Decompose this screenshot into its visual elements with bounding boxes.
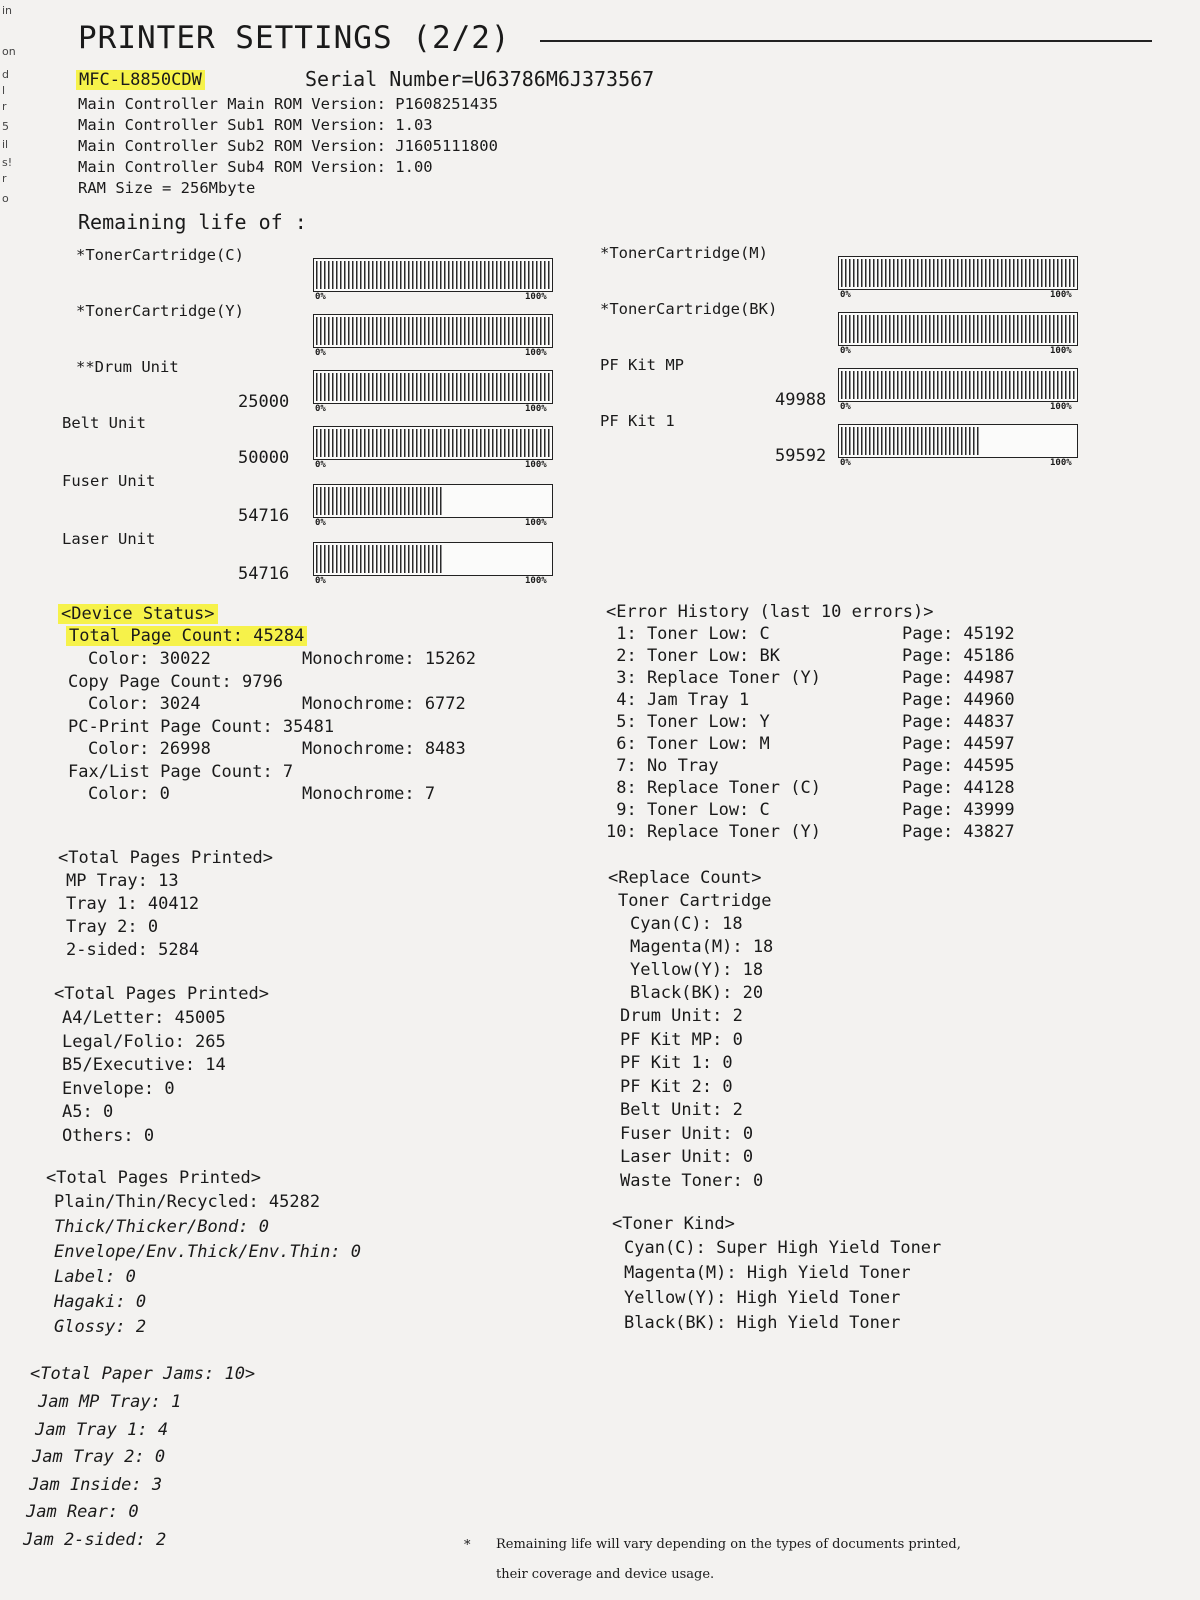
error-entry: 6: Toner Low: M [606,734,770,754]
margin-fragment: il [2,138,9,151]
gauge-tick-min: 0% [840,346,851,356]
error-page: Page: 43827 [902,822,1015,842]
margin-fragment: l [2,84,6,97]
margin-fragment: d [2,68,9,81]
toner-kind-title: <Toner Kind> [612,1214,735,1234]
gauge-tick-min: 0% [315,576,326,586]
life-gauge-bar [838,256,1078,290]
size-pages-item: Others: 0 [62,1125,155,1146]
error-entry: 10: Replace Toner (Y) [606,822,821,842]
toner-replace-item: Cyan(C): 18 [630,914,743,934]
toner-replace-item: Black(BK): 20 [630,983,764,1003]
error-entry: 4: Jam Tray 1 [606,690,750,710]
margin-fragment: on [2,45,16,58]
life-gauge-bar [838,368,1078,402]
remaining-life-title: Remaining life of : [78,210,307,234]
device-status-mono: Monochrome: 6772 [302,694,466,714]
error-entry: 5: Toner Low: Y [606,712,770,732]
error-page: Page: 44837 [902,712,1015,732]
toner-kind-item: Black(BK): High Yield Toner [624,1313,901,1333]
gauge-label: PF Kit MP [600,356,684,374]
toner-kind-item: Yellow(Y): High Yield Toner [624,1288,901,1308]
device-status-label: PC-Print Page Count: 35481 [68,716,335,737]
gauge-label: Laser Unit [62,530,156,548]
media-pages-item: Plain/Thin/Recycled: 45282 [54,1192,321,1212]
margin-fragment: 5 [2,120,9,133]
media-pages-item: Envelope/Env.Thick/Env.Thin: 0 [54,1242,362,1262]
tray-pages-item: 2-sided: 5284 [66,940,200,960]
gauge-tick-max: 100% [525,576,547,586]
media-pages-title: <Total Pages Printed> [46,1168,261,1188]
media-pages-item: Hagaki: 0 [54,1292,147,1312]
total-page-count: Total Page Count: 45284 [66,626,307,646]
gauge-label: PF Kit 1 [600,412,675,430]
toner-replace-item: Magenta(M): 18 [630,937,774,957]
rom-line: Main Controller Sub1 ROM Version: 1.03 [78,116,433,134]
toner-replace-item: Yellow(Y): 18 [630,960,764,980]
gauge-tick-min: 0% [840,402,851,412]
error-entry: 7: No Tray [606,756,719,776]
life-gauge-fill [316,487,443,515]
device-status-label: Color: 3024 [88,694,201,714]
device-status-label: Color: 0 [88,784,170,804]
error-entry: 8: Replace Toner (C) [606,778,821,798]
toner-kind-item: Cyan(C): Super High Yield Toner [624,1238,942,1258]
paper-jams-item: Jam Tray 2: 0 [32,1447,166,1467]
error-page: Page: 45186 [902,646,1015,666]
error-page: Page: 44597 [902,734,1015,754]
gauge-tick-max: 100% [525,460,547,470]
gauge-label: *TonerCartridge(BK) [600,300,778,318]
footnote-line-1: Remaining life will vary depending on the types of documents printed, [496,1537,961,1552]
life-gauge-fill [841,259,1075,287]
error-entry: 3: Replace Toner (Y) [606,668,821,688]
device-status-label: Copy Page Count: 9796 [68,671,283,692]
life-gauge-bar [313,258,553,292]
gauge-label: *TonerCartridge(Y) [76,302,244,320]
gauge-count: 54716 [238,564,290,584]
error-page: Page: 44960 [902,690,1015,710]
life-gauge-bar [838,312,1078,346]
gauge-tick-min: 0% [315,348,326,358]
life-gauge-bar [313,370,553,404]
life-gauge-fill [316,373,550,401]
toner-kind-item: Magenta(M): High Yield Toner [624,1263,911,1283]
model-name: MFC-L8850CDW [76,70,205,90]
title-rule [540,40,1152,42]
life-gauge-fill [316,545,443,573]
gauge-label: *TonerCartridge(C) [76,246,244,264]
gauge-count: 25000 [238,392,290,412]
gauge-label: *TonerCartridge(M) [600,244,768,262]
margin-fragment: o [2,192,9,205]
device-status-label: Fax/List Page Count: 7 [68,761,294,782]
life-gauge-bar [313,542,553,576]
gauge-tick-max: 100% [525,518,547,528]
size-pages-item: A4/Letter: 45005 [62,1008,226,1028]
margin-fragment: in [2,4,13,17]
gauge-tick-min: 0% [315,292,326,302]
margin-fragment: r [2,100,7,113]
footnote-line-2: their coverage and device usage. [496,1567,715,1582]
replace-count-item: PF Kit MP: 0 [620,1029,743,1050]
gauge-tick-max: 100% [525,292,547,302]
device-status-mono: Monochrome: 8483 [302,739,466,759]
replace-count-item: Belt Unit: 2 [620,1100,743,1120]
life-gauge-bar [838,424,1078,458]
paper-jams-item: Jam Tray 1: 4 [35,1419,169,1440]
gauge-tick-max: 100% [525,404,547,414]
error-page: Page: 45192 [902,624,1015,644]
serial-number: Serial Number=U63786M6J373567 [305,67,655,91]
tray-pages-item: MP Tray: 13 [66,871,179,891]
size-pages-item: Legal/Folio: 265 [62,1031,226,1052]
size-pages-title: <Total Pages Printed> [54,984,269,1004]
margin-fragment: r [2,172,7,185]
gauge-label: Fuser Unit [62,472,156,490]
gauge-count: 49988 [775,390,827,410]
gauge-tick-max: 100% [1050,346,1072,356]
paper-jams-item: Jam Rear: 0 [26,1502,139,1522]
life-gauge-bar [313,426,553,460]
gauge-label: Belt Unit [62,414,146,432]
media-pages-item: Label: 0 [54,1267,136,1287]
error-page: Page: 44987 [902,668,1015,688]
toner-cartridge-heading: Toner Cartridge [618,891,772,911]
gauge-tick-min: 0% [840,290,851,300]
error-history-title: <Error History (last 10 errors)> [606,602,934,622]
error-page: Page: 43999 [902,800,1015,820]
life-gauge-fill [316,261,550,289]
device-status-label: Color: 26998 [88,739,211,759]
size-pages-item: Envelope: 0 [62,1078,175,1099]
size-pages-item: B5/Executive: 14 [62,1055,226,1075]
margin-fragment: s! [2,156,13,169]
footnote-bullet: * [464,1538,471,1553]
device-status-mono: Monochrome: 15262 [302,649,476,669]
device-status-title: <Device Status> [58,604,218,624]
tray-pages-item: Tray 1: 40412 [66,894,200,914]
life-gauge-fill [841,427,980,455]
replace-count-item: PF Kit 2: 0 [620,1076,733,1097]
gauge-tick-min: 0% [315,404,326,414]
gauge-tick-min: 0% [315,518,326,528]
gauge-label: **Drum Unit [76,358,179,376]
gauge-count: 59592 [775,446,827,466]
life-gauge-fill [841,371,1075,399]
paper-jams-item: Jam MP Tray: 1 [38,1392,182,1412]
error-page: Page: 44128 [902,778,1015,798]
paper-jams-title: <Total Paper Jams: 10> [30,1364,256,1384]
error-page: Page: 44595 [902,756,1015,776]
life-gauge-fill [316,317,550,345]
tray-pages-title: <Total Pages Printed> [58,848,273,868]
rom-line: RAM Size = 256Mbyte [78,179,256,197]
error-entry: 2: Toner Low: BK [606,646,780,666]
replace-count-item: Fuser Unit: 0 [620,1123,754,1144]
replace-count-item: PF Kit 1: 0 [620,1053,733,1073]
life-gauge-bar [313,484,553,518]
gauge-count: 54716 [238,506,290,526]
gauge-tick-min: 0% [840,458,851,468]
replace-count-item: Laser Unit: 0 [620,1147,754,1167]
replace-count-item: Waste Toner: 0 [620,1170,764,1191]
replace-count-title: <Replace Count> [608,868,762,888]
error-entry: 9: Toner Low: C [606,800,770,820]
life-gauge-bar [313,314,553,348]
tray-pages-item: Tray 2: 0 [66,917,159,937]
gauge-tick-max: 100% [525,348,547,358]
life-gauge-fill [316,429,550,457]
error-entry: 1: Toner Low: C [606,624,770,644]
rom-line: Main Controller Main ROM Version: P1608251435 [78,95,498,113]
rom-line: Main Controller Sub2 ROM Version: J1605111800 [78,137,498,155]
gauge-tick-max: 100% [1050,290,1072,300]
page-title: PRINTER SETTINGS (2/2) [78,20,511,56]
device-status-mono: Monochrome: 7 [302,784,436,804]
gauge-tick-max: 100% [1050,402,1072,412]
gauge-count: 50000 [238,448,290,468]
gauge-tick-min: 0% [315,460,326,470]
size-pages-item: A5: 0 [62,1102,114,1122]
media-pages-item: Thick/Thicker/Bond: 0 [54,1217,269,1237]
paper-jams-item: Jam Inside: 3 [29,1474,163,1495]
rom-line: Main Controller Sub4 ROM Version: 1.00 [78,158,433,176]
media-pages-item: Glossy: 2 [54,1317,147,1337]
life-gauge-fill [841,315,1075,343]
device-status-label: Color: 30022 [88,649,211,669]
replace-count-item: Drum Unit: 2 [620,1006,743,1026]
paper-jams-item: Jam 2-sided: 2 [23,1529,167,1550]
gauge-tick-max: 100% [1050,458,1072,468]
